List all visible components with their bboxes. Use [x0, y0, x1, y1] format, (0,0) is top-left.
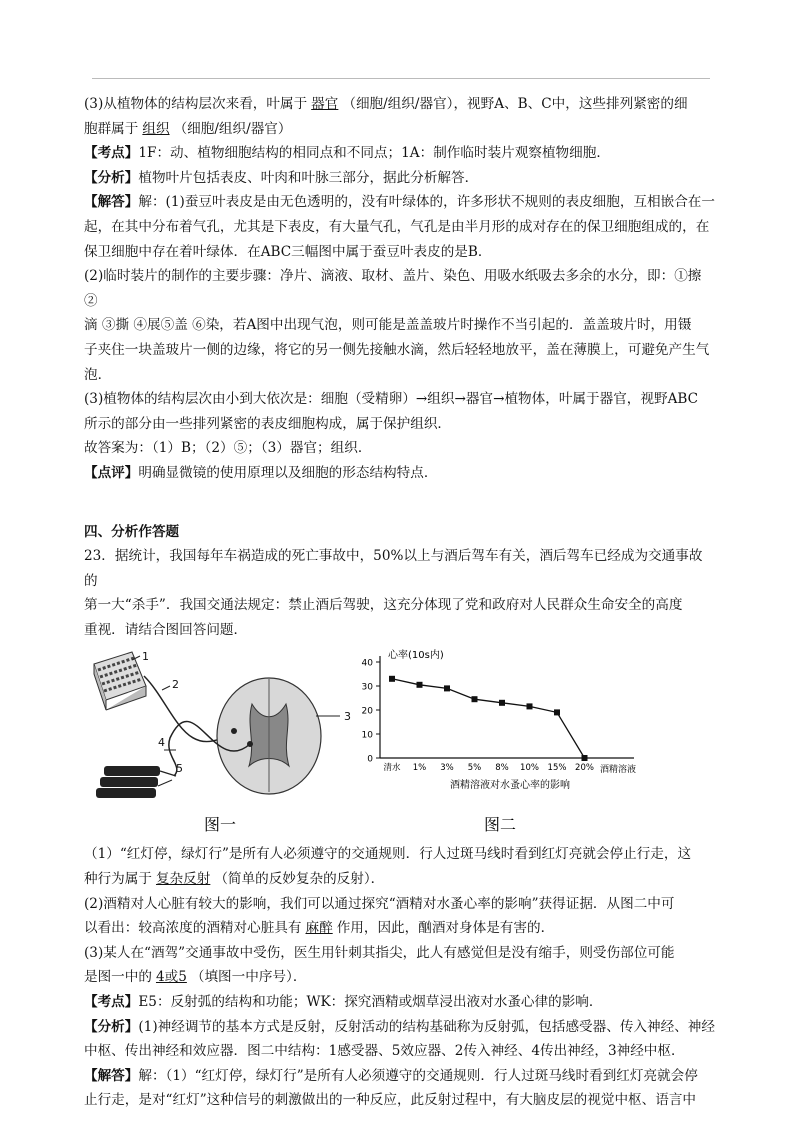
- x-tick-label: 8%: [495, 763, 509, 774]
- dianping-1: [84, 461, 716, 486]
- jieda-1-line: 所示的部分由一些排列紧密的表皮细胞构成，属于保护组织．: [84, 415, 452, 432]
- jieda-1-line: 滴 ③撕 ④展⑤盖 ⑥染，若A图中出现气泡，则可能是盖盖玻片时操作不当引起的．盖盖玻片时，用镊: [84, 317, 692, 334]
- kaodian-1: [84, 141, 716, 166]
- text: （简单的反妙复杂的反射）．: [214, 871, 385, 888]
- jieda-1-line: 泡．: [84, 366, 112, 383]
- answer-blank: 组织: [142, 120, 170, 137]
- tag: 【点评】: [84, 464, 139, 481]
- q23-line: 重视．请结合图回答问题．: [84, 621, 248, 638]
- text: 作用，因此，酗酒对身体是有害的．: [336, 920, 555, 937]
- x-tick-label: 1%: [412, 763, 427, 774]
- x-tick-label: 清水: [383, 763, 401, 774]
- answer-blank: 复杂反射: [155, 871, 211, 888]
- tag: 【考点】: [84, 145, 139, 162]
- kaodian-2: [84, 990, 716, 1015]
- page-content: [84, 92, 716, 1113]
- q3-line-2: [84, 117, 716, 142]
- label-3: 3: [344, 710, 351, 724]
- text: 1F：动、植物细胞结构的相同点和不同点；1A：制作临时装片观察植物细胞．: [138, 145, 610, 162]
- jieda-2: [84, 1064, 716, 1089]
- data-point: [582, 755, 588, 761]
- sub1-line-2: [84, 867, 716, 892]
- y-tick-label: 0: [367, 754, 373, 765]
- label-5: 5: [176, 762, 183, 776]
- text: (3)某人在“酒驾”交通事故中受伤，医生用针刺其指尖，此人有感觉但是没有缩手，则受伤部位可能: [84, 944, 675, 961]
- data-point: [444, 686, 450, 692]
- header-rule: [92, 78, 710, 79]
- jieda-1: [84, 190, 716, 215]
- text: （填图一中序号）．: [190, 969, 307, 986]
- tag: 【解答】: [84, 194, 139, 211]
- text: （细胞/组织/器官），视野A、B、C中，这些排列紧密的细: [342, 96, 688, 112]
- fenxi-2-line: 中枢、传出神经和效应器．图二中结构：1感受器、5效应器、2传入神经、4传出神经，3神经中枢．: [84, 1043, 685, 1060]
- jieda-1-line: (3)植物体的结构层次由小到大依次是：细胞（受精卵）→组织→器官→植物体，叶属于器官，视野ABC: [84, 391, 699, 408]
- jieda-1-line: 保卫细胞中存在着叶绿体．在ABC三幅图中属于蚕豆叶表皮的是B．: [84, 243, 492, 260]
- spinal-cord-illustration: [217, 678, 321, 794]
- y-tick-label: 40: [361, 658, 373, 669]
- text: 明确显微镜的使用原理以及细胞的形态结构特点．: [138, 464, 438, 481]
- label-1: 1: [142, 650, 149, 664]
- y-tick-label: 20: [361, 706, 373, 717]
- figure-2-chart: [354, 646, 654, 838]
- jieda-1-line: 起，在其中分布着气孔，尤其是下表皮，有大量气孔，气孔是由半月形的成对存在的保卫细胞组成的，在: [84, 218, 710, 235]
- q23-line: 23．据统计，我国每年车祸造成的死亡事故中，50%以上与酒后驾车有关，酒后驾车已经成为交通事故的: [84, 548, 703, 589]
- sub3-line-2: [84, 965, 716, 990]
- answer-blank: 4或5: [155, 969, 187, 986]
- answer-summary: 故答案为：（1）B；（2）⑤；（3）器官；组织．: [84, 440, 372, 457]
- data-point: [554, 710, 560, 716]
- y-axis-label: 心率(10s内): [388, 650, 444, 662]
- q23-line: 第一大“杀手”．我国交通法规定：禁止酒后驾驶，这充分体现了党和政府对人民群众生命安全的高度: [84, 597, 683, 614]
- figure-1-caption: 图一: [204, 815, 237, 835]
- jieda-1-line: 子夹住一块盖玻片一侧的边缘，将它的另一侧先接触水滴，然后轻轻地放平，盖在薄膜上，可避免产生气: [84, 341, 710, 358]
- chart-title: 酒精溶液对水蚤心率的影响: [450, 780, 570, 792]
- text: (1)神经调节的基本方式是反射，反射活动的结构基础称为反射弧，包括感受器、传入神经、神经: [138, 1018, 715, 1035]
- sub1-line-1: [84, 842, 716, 867]
- text: 解：（1）“红灯停，绿灯行”是所有人必须遵守的交通规则．行人过斑马线时看到红灯亮就会停: [138, 1067, 698, 1084]
- x-tick-label: 15%: [547, 763, 567, 774]
- q3-line-1: [84, 92, 716, 117]
- x-tick-label: 10%: [520, 763, 539, 774]
- data-point: [472, 697, 478, 703]
- tag: 【解答】: [84, 1067, 139, 1084]
- data-point: [417, 682, 423, 688]
- text: （1）“红灯停，绿灯行”是所有人必须遵守的交通规则．行人过斑马线时看到红灯亮就会停止行走，这: [84, 846, 692, 863]
- x-axis-label: 酒精溶液: [600, 765, 637, 776]
- y-tick-label: 10: [361, 730, 373, 741]
- data-point: [527, 704, 533, 710]
- figures: [84, 646, 716, 842]
- sub3-line-1: [84, 941, 716, 966]
- series-line: [392, 679, 585, 758]
- text: E5：反射弧的结构和功能；WK：探究酒精或烟草浸出液对水蚤心律的影响．: [138, 994, 603, 1011]
- data-point: [389, 676, 395, 682]
- tag: 【分析】: [84, 169, 139, 186]
- sub2-line-2: [84, 916, 716, 941]
- text: (2)酒精对人心脏有较大的影响，我们可以通过探究“酒精对水蚤心率的影响”获得证据．从图二中可: [84, 895, 675, 912]
- jieda-1-line: (2)临时装片的制作的主要步骤：净片、滴液、取材、盖片、染色、用吸水纸吸去多余的水分，即：①擦 ②: [84, 268, 702, 309]
- text: 解：(1)蚕豆叶表皮是由无色透明的，没有叶绿体的，许多形状不规则的表皮细胞，互相嵌合在一: [138, 194, 715, 211]
- label-2: 2: [172, 678, 179, 692]
- data-point: [499, 700, 505, 706]
- y-tick-label: 30: [361, 682, 373, 693]
- fenxi-1: [84, 166, 716, 191]
- text: 种行为属于: [84, 871, 152, 888]
- jieda-2-line: 止行走，是对“红灯”这种信号的刺激做出的一种反应，此反射过程中，有大脑皮层的视觉中枢、语言中: [84, 1092, 697, 1109]
- label-4: 4: [158, 736, 165, 750]
- tag: 【考点】: [84, 994, 139, 1011]
- skin-receptor-illustration: [94, 652, 146, 710]
- muscle-effector-illustration: [96, 766, 176, 798]
- x-tick-label: 3%: [440, 763, 454, 774]
- text: (3)从植物体的结构层次来看，叶属于: [84, 96, 308, 112]
- sub2-line-1: [84, 892, 716, 917]
- x-tick-label: 20%: [575, 763, 594, 774]
- answer-blank: 器官: [311, 96, 339, 112]
- x-tick-label: 5%: [467, 763, 482, 774]
- figure-1-reflex-arc: [84, 646, 374, 838]
- section-title: 四、分析作答题: [84, 523, 180, 540]
- tag: 【分析】: [84, 1018, 139, 1035]
- text: 是图一中的: [84, 969, 152, 986]
- answer-blank: 麻醉: [305, 920, 333, 937]
- figure-2-caption: 图二: [484, 815, 517, 835]
- text: （细胞/组织/器官）: [173, 120, 292, 137]
- text: 植物叶片包括表皮、叶肉和叶脉三部分，据此分析解答．: [138, 169, 479, 186]
- text: 以看出：较高浓度的酒精对心脏具有: [84, 920, 302, 937]
- fenxi-2: [84, 1015, 716, 1040]
- text: 胞群属于: [84, 120, 139, 137]
